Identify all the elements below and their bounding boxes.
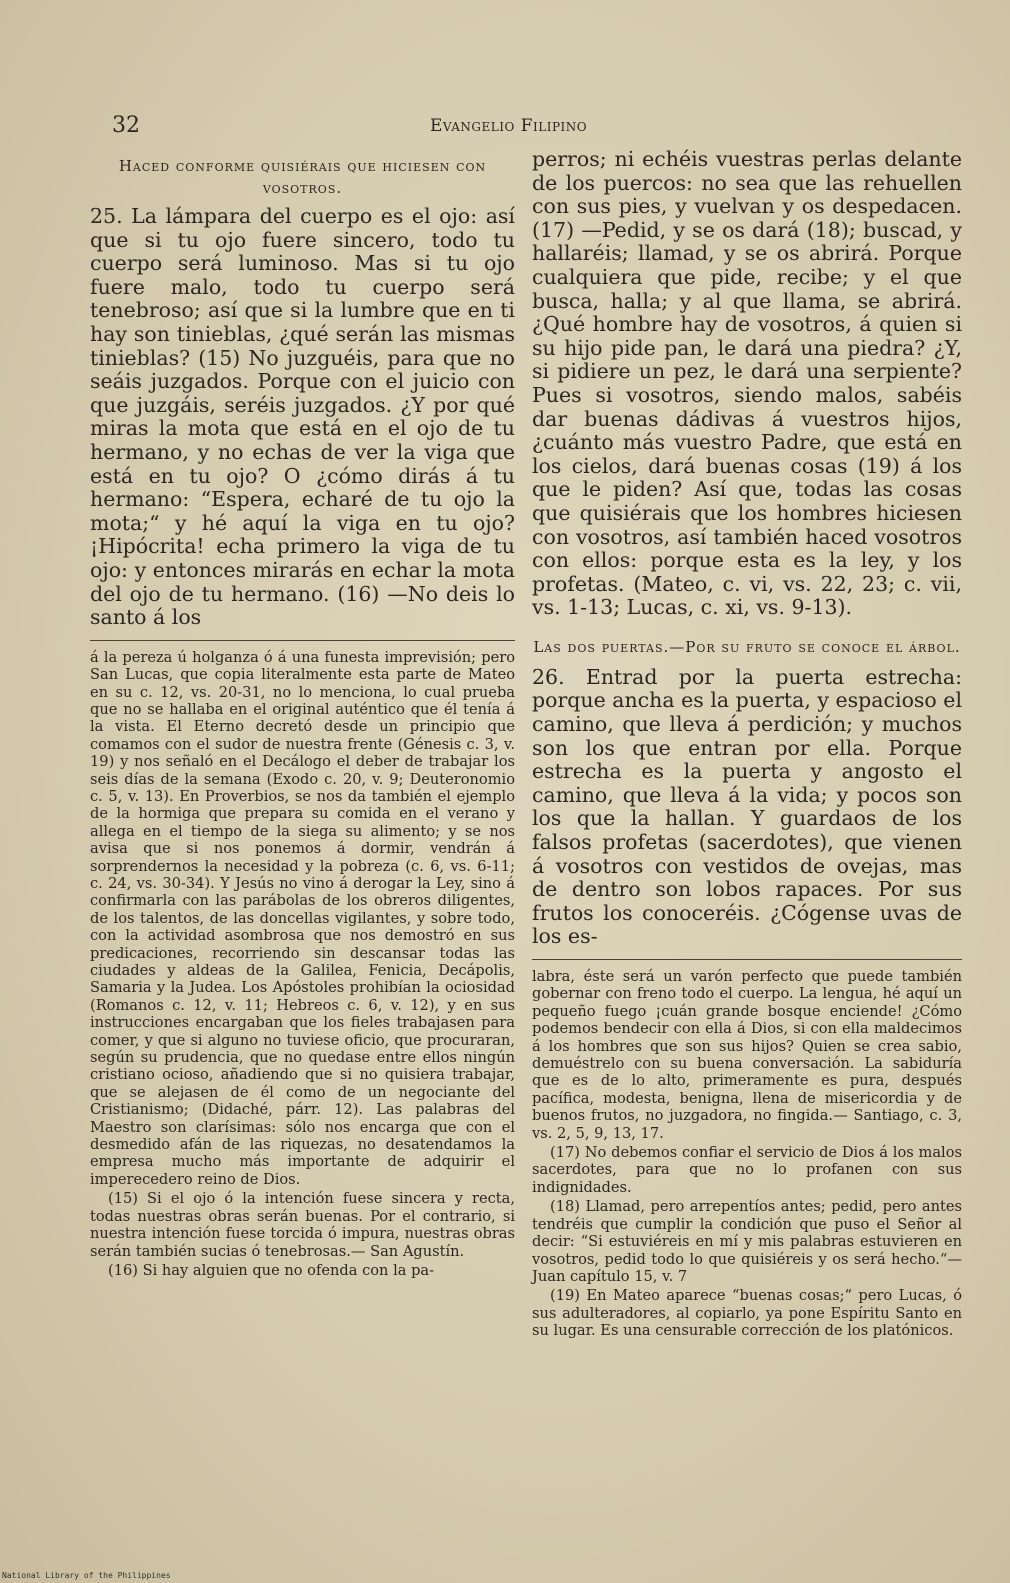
left-column: [90, 155, 515, 1281]
footnote-18: (18) Llamad, pero arrepentíos antes; pedid, pero antes tendréis que cumplir la condición que puso el Señor al decir: “Si estuviéreis en mí y mis palabras estuvieren en vosotros, pedid todo lo que quisiéreis y os será hecho.“—Juan capítulo 15, v. 7: [532, 1198, 962, 1285]
verse-25: 25. La lámpara del cuerpo es el ojo: así que si tu ojo fuere sincero, todo tu cuerpo será luminoso. Mas si tu ojo fuere malo, todo tu cuerpo será tenebroso; así que si la lumbre que en ti hay son tinieblas, ¿qué serán las mismas tinieblas? (15) No juzguéis, para que no seáis juzgados. Porque con el juicio con que juzgáis, seréis juzgados. ¿Y por qué miras la mota que está en el ojo de tu hermano, y no echas de ver la viga que está en tu ojo? O ¿cómo dirás á tu hermano: “Espera, echaré de tu ojo la mota;“ y hé aquí la viga en tu ojo? ¡Hipócrita! echa primero la viga de tu ojo: y entonces mirarás en echar la mota del ojo de tu hermano. (16) —No deis lo santo á los: [90, 204, 515, 630]
footnote-divider-right: [532, 959, 962, 960]
section-title-left: Haced conforme quisiérais que hiciesen con vosotros.: [118, 157, 487, 197]
verse-25-continued: perros; ni echéis vuestras perlas delante de los puercos: no sea que las rehuellen con sus pies, y vuelvan y os despedacen. (17) —Pedid, y se os dará (18); buscad, y hallaréis; llamad, y se os abrirá. Porque cualquiera que pide, recibe; y el que busca, halla; y al que llama, se abrirá. ¿Qué hombre hay de vosotros, á quien si su hijo pide pan, le dará una piedra? ¿Y, si pidiere un pez, le dará una serpiente? Pues si vosotros, siendo malos, sabéis dar buenas dádivas á vuestros hijos, ¿cuánto más vuestro Padre, que está en los cielos, dará buenas cosas (19) á los que le piden? Así que, todas las cosas que quisiérais que los hombres hiciesen con vosotros, así también haced vosotros con ellos: porque esta es la ley, y los profetas. (Mateo, c. vi, vs. 22, 23; c. vii, vs. 1-13; Lucas, c. xi, vs. 9-13).: [532, 147, 962, 620]
footnote-divider-left: [90, 640, 515, 641]
right-column: [532, 148, 962, 1342]
footnote-17: (17) No debemos confiar el servicio de Dios á los malos sacerdotes, para que no lo profanen con sus indignidades.: [532, 1144, 962, 1196]
footnote-19: (19) En Mateo aparece “buenas cosas;“ pero Lucas, ó sus adulteradores, al copiarlo, ya pone Espíritu Santo en su lugar. Es una censurable corrección de los platónicos.: [532, 1287, 962, 1340]
footnote-16-continuation: labra, éste será un varón perfecto que puede también gobernar con freno todo el cuerpo. La lengua, hé aquí un pequeño fuego ¡cuán grande bosque enciende! ¿Cómo podemos bendecir con ella á Dios, si con ella maldecimos á los hombres que son sus hijos? Quien se crea sabio, demuéstrelo con su buena conversación. La sabiduría que es de lo alto, primeramente es pura, después pacífica, modesta, benigna, llena de misericordia y de buenos frutos, no juzgadora, no fingida.— Santiago, c. 3, vs. 2, 5, 9, 13, 17.: [532, 968, 962, 1142]
footnote-continuation: á la pereza ú holganza ó á una funesta imprevisión; pero San Lucas, que copia literalmente esta parte de Mateo en su c. 12, vs. 20-31, no lo menciona, lo cual prueba que no se hallaba en el original auténtico que él tenía á la vista. El Eterno decretó desde un principio que comamos con el sudor de nuestra frente (Génesis c. 3, v. 19) y nos señaló en el Decálogo el deber de trabajar los seis días de la semana (Exodo c. 20, v. 9; Deuteronomio c. 5, v. 13). En Proverbios, se nos da también el ejemplo de la hormiga que prepara su comida en el verano y allega en el tiempo de la siega su alimento; y se nos avisa que si nos ponemos á dormir, vendrán á sorprendernos la necesidad y la pobreza (c. 6, vs. 6-11; c. 24, vs. 30-34). Y Jesús no vino á derogar la Ley, sino á confirmarla con las parábolas de los obreros diligentes, de los talentos, de las doncellas vigilantes, y sobre todo, con la actividad asombrosa que nos demostró en sus predicaciones, recorriendo sin descansar todas las ciudades y aldeas de la Galilea, Fenicia, Decápolis, Samaria y la Judea. Los Apóstoles prohibían la ociosidad (Romanos c. 12, v. 11; Hebreos c. 6, v. 12), y en sus instrucciones encargaban que los fieles trabajasen para comer, y que si alguno no tuviese oficio, que procuraran, según su prudencia, que no quedase entre ellos ningún cristiano ocioso, añadiendo que si no quisiera trabajar, que se alejasen de él como de un negociante del Cristianismo; (Didaché, párr. 12). Las palabras del Maestro son clarísimas: sólo nos encarga que con el desmedido afán de las riquezas, no desatendamos la empresa mucho más importante de adquirir el imperecedero reino de Dios.: [90, 648, 515, 1188]
section-title-right: Las dos puertas.—Por su fruto se conoce el árbol.: [533, 637, 961, 656]
library-stamp: National Library of the Philippines: [2, 1571, 171, 1580]
footnotes-right: [532, 968, 962, 1340]
page-number: 32: [112, 113, 140, 138]
footnote-15: (15) Si el ojo ó la intención fuese sincera y recta, todas nuestras obras serán buenas. Por el contrario, si nuestra intención fuese torcida ó impura, nuestras obras serán también sucias ó tenebrosas.— San Agustín.: [90, 1190, 515, 1260]
running-title: Evangelio Filipino: [430, 116, 588, 136]
footnotes-left: [90, 649, 515, 1280]
verse-26: 26. Entrad por la puerta estrecha: porque ancha es la puerta, y espacioso el camino, que lleva á perdición; y muchos son los que entran por ella. Porque estrecha es la puerta y angosto el camino, que lleva á la vida; y pocos son los que la hallan. Y guardaos de los falsos profetas (sacerdotes), que vienen á vosotros con vestidos de ovejas, mas de dentro son lobos rapaces. Por sus frutos los conoceréis. ¿Cógense uvas de los es-: [532, 664, 962, 949]
footnote-16: (16) Si hay alguien que no ofenda con la pa-: [108, 1261, 435, 1279]
